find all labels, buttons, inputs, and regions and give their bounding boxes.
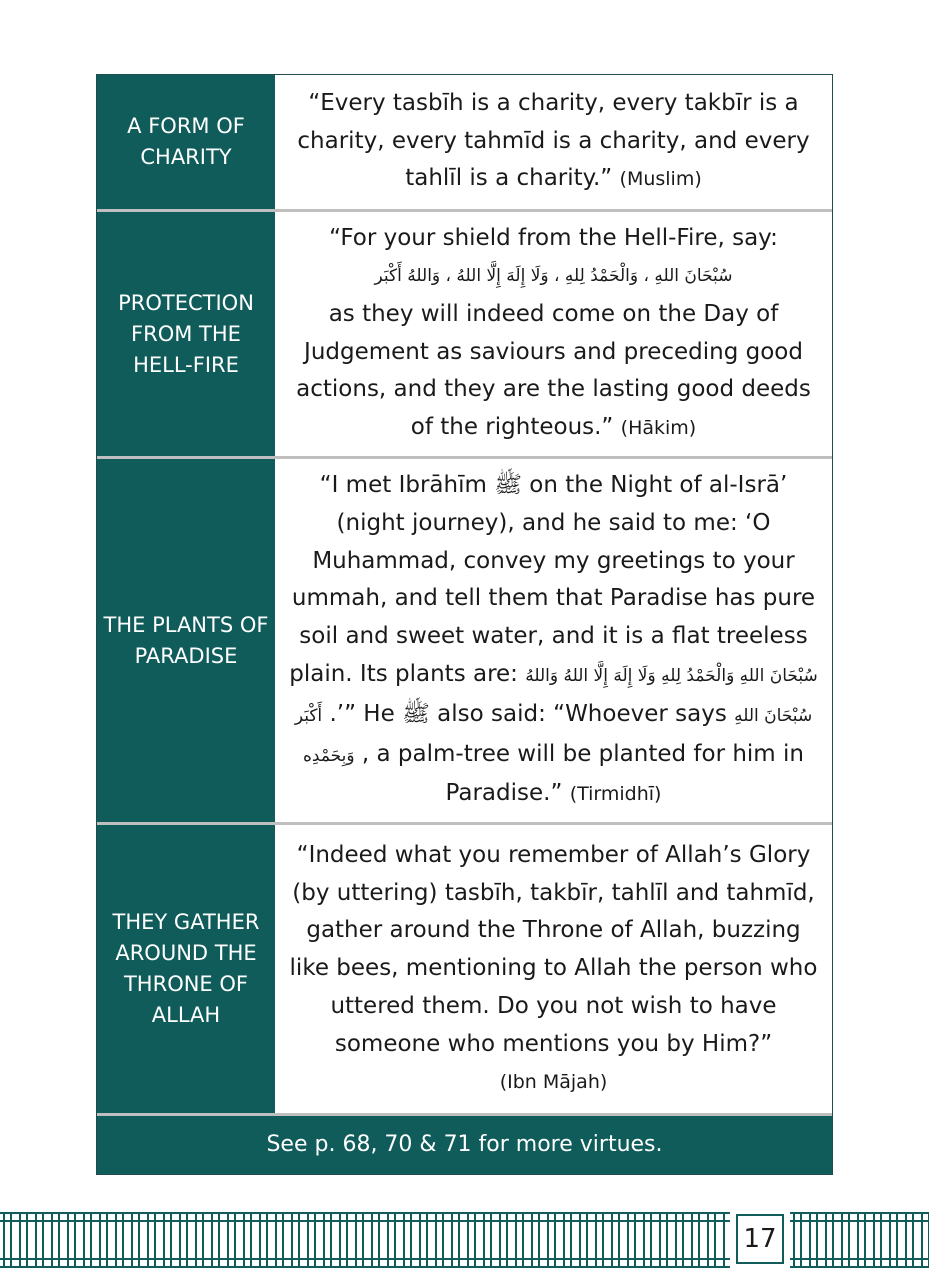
- arabic-dhikr: سُبْحَانَ اللهِ وَبِحَمْدِه: [303, 705, 813, 766]
- quote-text: “Indeed what you remember of Allah’s Glory (by uttering) tasbīh, takbīr, tahlīl and tahmīd, gather around the Throne of Allah, buzzing like bees, mentioning to Allah the person who uttered them. Do you not wish to have someone who mentions you by Him?”: [289, 841, 818, 1057]
- virtues-table: [96, 74, 833, 1175]
- table-row: [97, 825, 832, 1116]
- quote-text: , a palm-tree will be planted for him in Paradise.”: [361, 740, 804, 807]
- quote-line: “For your shield from the Hell-Fire, say:: [329, 225, 778, 252]
- quote-text: “I met Ibrāhīm ﷺ on the Night of al-Isrā’ (night journey), and he said to me: ‘O Muhammad, convey my greetings to your ummah, and tell them that Paradise has pure soil and sweet water, and it is a flat treeless plain. Its plants are:: [289, 471, 816, 687]
- hadith-source: (Ibn Mājah): [499, 1070, 608, 1093]
- row-content: [275, 825, 832, 1113]
- quote-text: “Every tasbīh is a charity, every takbīr is a charity, every tahmīd is a charity, and every tahlīl is a charity.”: [297, 89, 810, 192]
- arabic-dhikr: سُبْحَانَ اللهِ ، وَالْحَمْدُ لِلهِ ، وَلَا إِلَهَ إِلَّا اللهُ ، وَاللهُ أَكْبَر: [374, 265, 733, 286]
- row-label: THE PLANTS OF PARADISE: [97, 459, 275, 822]
- hadith-source: (Muslim): [619, 168, 702, 191]
- hadith-source: (Hākim): [620, 417, 697, 440]
- arabic-dhikr: سُبْحَانَ اللهِ وَالْحَمْدُ لِلهِ وَلَا إِلَهَ إِلَّا اللهُ وَاللهُ أَكْبَر: [294, 665, 818, 726]
- table-row: [97, 212, 832, 459]
- row-label: A FORM OF CHARITY: [97, 75, 275, 209]
- decorative-border-left: [0, 1212, 730, 1268]
- decorative-border-right: [790, 1212, 929, 1268]
- quote-text: as they will indeed come on the Day of Judgement as saviours and preceding good actions, and they are the lasting good deeds of the righteous.”: [296, 300, 811, 441]
- table-row: [97, 459, 832, 825]
- hadith-source: (Tirmidhī): [569, 783, 662, 806]
- more-virtues-footer: See p. 68, 70 & 71 for more virtues.: [97, 1116, 832, 1174]
- row-label: PROTECTION FROM THE HELL-FIRE: [97, 212, 275, 456]
- quote-text: .’” He ﷺ also said: “Whoever says: [329, 700, 727, 727]
- page-number: 17: [736, 1214, 784, 1264]
- table-row: [97, 75, 832, 212]
- row-label: THEY GATHER AROUND THE THRONE OF ALLAH: [97, 825, 275, 1113]
- row-content: [275, 459, 832, 822]
- row-content: [275, 212, 832, 456]
- row-content: [275, 75, 832, 209]
